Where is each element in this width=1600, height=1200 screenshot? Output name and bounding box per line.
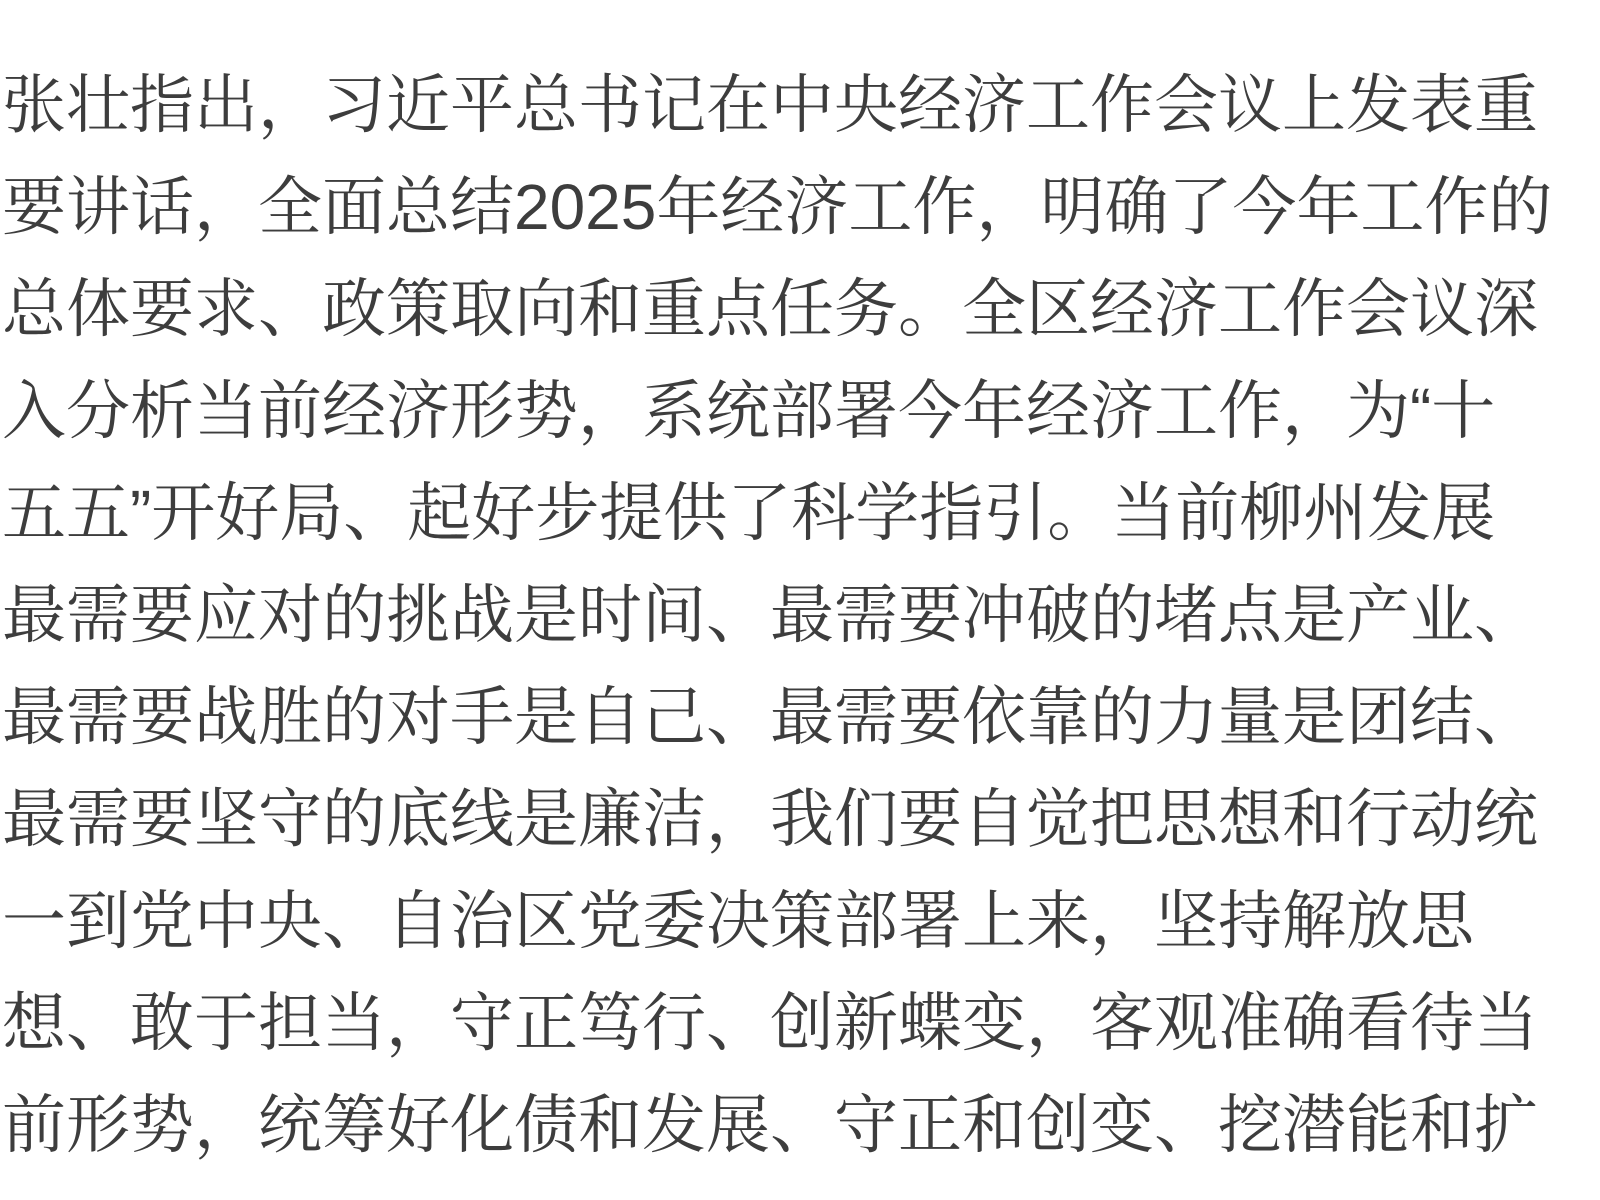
text-line: 最需要坚守的底线是廉洁，我们要自觉把思想和行动统 (2, 783, 1538, 855)
text-line: 张壮指出，习近平总书记在中央经济工作会议上发表重 (2, 69, 1538, 141)
text-line: 最需要战胜的对手是自己、最需要依靠的力量是团结、 (2, 681, 1538, 753)
text-line: 最需要应对的挑战是时间、最需要冲破的堵点是产业、 (2, 579, 1538, 651)
text-line: 入分析当前经济形势，系统部署今年经济工作，为“十 (2, 375, 1496, 447)
text-line: 五五”开好局、起好步提供了科学指引。当前柳州发展 (2, 477, 1496, 549)
text-line: 前形势，统筹好化债和发展、守正和创变、挖潜能和扩 (2, 1089, 1538, 1161)
text-line: 要讲话，全面总结2025年经济工作，明确了今年工作的 (2, 171, 1553, 243)
text-line: 一到党中央、自治区党委决策部署上来，坚持解放思 (2, 885, 1474, 957)
text-line: 想、敢于担当，守正笃行、创新蝶变，客观准确看待当 (2, 987, 1538, 1059)
text-line: 总体要求、政策取向和重点任务。全区经济工作会议深 (2, 273, 1538, 345)
